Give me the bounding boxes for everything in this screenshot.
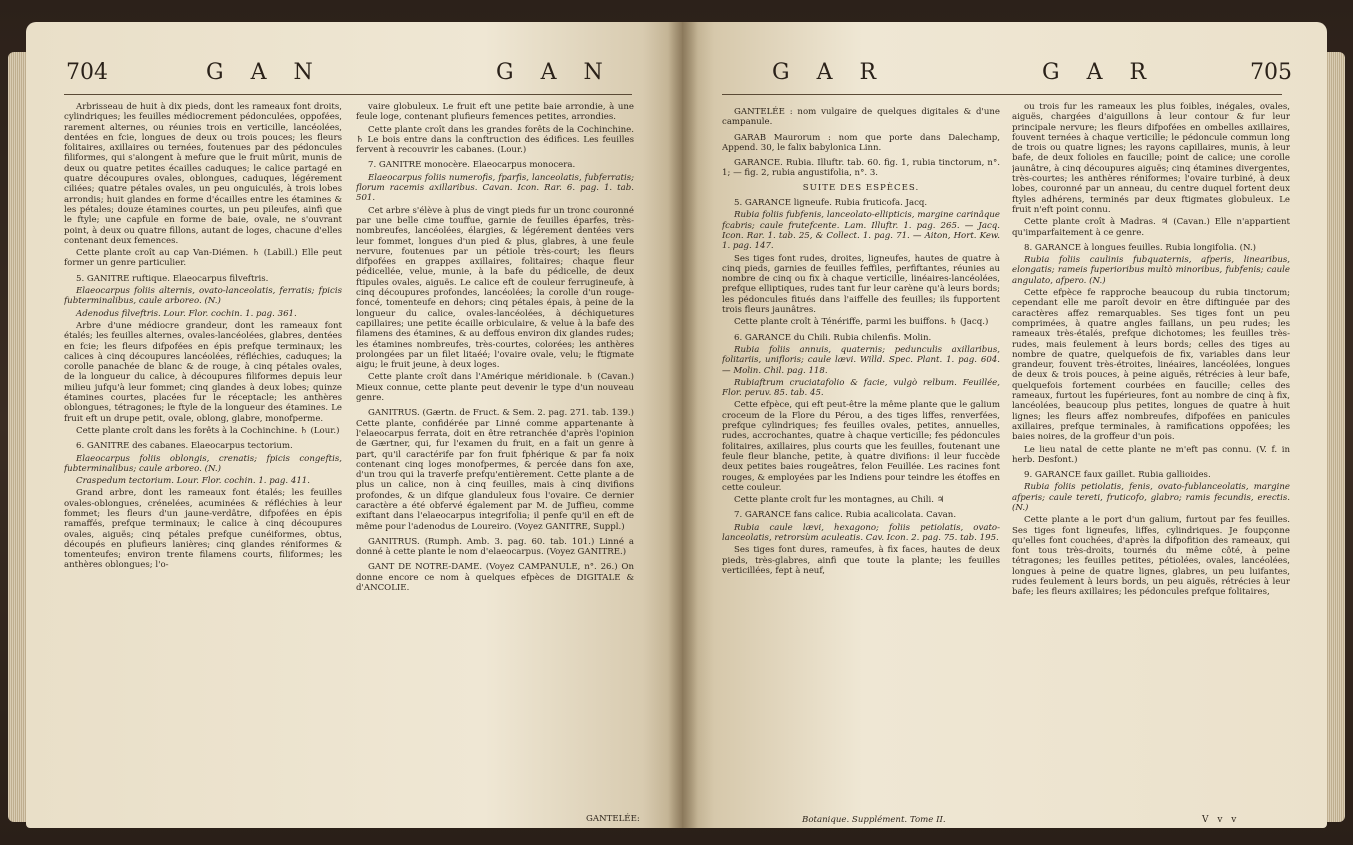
paragraph: 7. GARANCE fans calice. Rubia acalicolata. Cavan. bbox=[734, 510, 957, 521]
paragraph: vaire globuleux. Le fruit eft une petite baie arrondie, à une feule loge, contenant plufieurs femences petites, arrondies. bbox=[356, 102, 634, 123]
running-head-left-col1: G A N bbox=[206, 60, 323, 85]
header-rule-right bbox=[722, 94, 1282, 95]
paragraph: Rubia foliis annuis, quaternis; pedunculis axillaribus, folitariis, unifloris; caule lævi. Willd. Spec. Plant. 1. pag. 604. — Molin. Chil. pag. 118. bbox=[722, 344, 1000, 376]
paragraph: Cette plante croît à Ténériffe, parmi les buiffons. ♄ (Jacq.) bbox=[734, 317, 989, 328]
open-book bbox=[8, 22, 1345, 830]
paragraph: 5. GARANCE ligneufe. Rubia fruticofa. Jacq. bbox=[734, 198, 928, 209]
paragraph: Rubia foliis caulinis fubquaternis, afperis, linearibus, elongatis; rameis fuperioribus multò minoribus, fubfenis; caule angulato, afpero. (N.) bbox=[1012, 255, 1290, 286]
paragraph: 7. GANITRE monocère. Elaeocarpus monocera. bbox=[368, 160, 576, 171]
paragraph: Rubiaftrum cruciatafolio & facie, vulgò relbum. Feuillée, Flor. peruv. 85. tab. 45. bbox=[722, 377, 1000, 399]
paragraph: Ses tiges font dures, rameufes, à fix faces, hautes de deux pieds, très-glabres, ainfi que toute la plante; les feuilles verticillées, fept à neuf, bbox=[722, 545, 1000, 576]
header-rule-left bbox=[64, 94, 632, 95]
paragraph: Le lieu natal de cette plante ne m'eft pas connu. (V. f. in herb. Desfont.) bbox=[1012, 444, 1290, 465]
paragraph: GANITRUS. (Gærtn. de Fruct. & Sem. 2. pag. 271. tab. 139.) Cette plante, confidérée par Linné comme appartenante à l'elaeocarpus ferrata, doit en être retranchée d'après l'opinion de Gærtner, qui, fur l'examen du fruit, en a fait un genre à part, qu'il caractérife par fon fruit fphérique & par fa noix contenant cinq loges monofpermes, & percée dans fon axe, d'un trou qui la traverfe prefqu'entièrement. Cette plante a de plus un calice, non à cinq feuilles, mais à cinq divifions profondes, & un difque glanduleux fous l'ovaire. Ce dernier caractère a été obfervé également par M. de Juffieu, comme exiftant dans l'elaeocarpus integrifolia; il penfe qu'il en eft de même pour l'adenodus de Loureiro. (Voyez GANITRE, Suppl.) bbox=[356, 408, 634, 532]
paragraph: Rubia caule lævi, hexagono; foliis petiolatis, ovato-lanceolatis, retrorsùm aculeatis. Cav. Icon. 2. pag. 75. tab. 195. bbox=[722, 522, 1000, 543]
paragraph: 5. GANITRE ruftique. Elaeocarpus filveftris. bbox=[76, 273, 269, 284]
page-footer: Botanique. Supplément. Tome II. bbox=[802, 815, 946, 825]
paragraph: SUITE DES ESPÈCES. bbox=[802, 182, 920, 193]
left-page bbox=[26, 22, 682, 828]
paragraph: 6. GARANCE du Chili. Rubia chilenfis. Molin. bbox=[734, 332, 932, 343]
running-head-right-col2: G A R bbox=[1042, 60, 1157, 85]
paragraph: Elaeocarpus foliis alternis, ovato-lanceolatis, ferratis; fpicis fubterminalibus, caule arboreo. (N.) bbox=[64, 286, 342, 307]
paragraph: 9. GARANCE faux gaillet. Rubia gallioides. bbox=[1024, 470, 1211, 481]
paragraph: 8. GARANCE à longues feuilles. Rubia longifolia. (N.) bbox=[1024, 242, 1257, 253]
left-page-header bbox=[26, 60, 682, 90]
left-page-column-2 bbox=[356, 102, 634, 822]
running-head-left-col2: G A N bbox=[496, 60, 613, 85]
paragraph: Cette plante croît fur les montagnes, au Chili. ♃ bbox=[734, 495, 945, 506]
paragraph: GANTELÉE : nom vulgaire de quelques digitales & d'une campanule. bbox=[722, 107, 1000, 128]
book-gutter bbox=[668, 22, 698, 828]
right-page bbox=[682, 22, 1327, 828]
paragraph: Cette plante croît dans les forêts à la Cochinchine. ♄ (Lour.) bbox=[76, 425, 340, 436]
paragraph: Rubia foliis petiolatis, fenis, ovato-fublanceolatis, margine afperis; caule tereti, fruticofo, glabro; ramis fecundis, erectis. (N.) bbox=[1012, 482, 1290, 513]
paragraph: Cette plante a le port d'un galium, furtout par fes feuilles. Ses tiges font ligneufes, liffes, cylindriques. Je foupçonne qu'elles font couchées, d'après la difpofition des rameaux, qui font tous très-droits, tournés du même côté, à peine tétragones; les feuilles petites, pétiolées, ovales, lancéolées, longues à peine de quatre lignes, glabres, un peu luifantes, rudes feulement à leurs bords, un peu aiguës, rétrécies à leur bafe; les fleurs axillaires; les pédoncules prefque folitaires, bbox=[1012, 515, 1290, 598]
signature-mark: V v v bbox=[1202, 815, 1240, 825]
page-number-left: 704 bbox=[66, 60, 108, 85]
right-page-header bbox=[682, 60, 1327, 90]
paragraph: Adenodus filveftris. Lour. Flor. cochin. 1. pag. 361. bbox=[76, 308, 297, 319]
paragraph: Elaeocarpus foliis oblongis, crenatis; fpicis congeftis, fubterminalibus; caule arboreo. (N.) bbox=[64, 453, 342, 474]
paragraph: Arbrisseau de huit à dix pieds, dont les rameaux font droits, cylindriques; les feuilles médiocrement pédonculées, oppofées, rarement alternes, ou réunies trois en verticille, lancéolées, dentées en fcie, longues de deux ou trois pouces; les fleurs folitaires, axillaires ou ternées, foutenues par des pédoncules filiformes, qui s'alongent à mefure que le fruit mûrit, munis de deux ou quatre petites écailles caduques; le calice partagé en quatre découpures ovales, oblongues, caduques, légérement ciliées; quatre pétales ovales, un peu onguiculés, à trois lobes arrondis; huit glandes en forme d'écailles entre les étamines & les pétales; douze étamines courtes, un peu pileufes, ainfi que le ftyle; une capfule en forme de baie, ovale, ne s'ouvrant point, à deux ou quatre fillons, autant de loges, chacune d'elles contenant deux femences. bbox=[64, 102, 342, 246]
paragraph: GARANCE. Rubia. Illuftr. tab. 60. fig. 1, rubia tinctorum, n°. 1; — fig. 2, rubia angustifolia, n°. 3. bbox=[722, 158, 1000, 179]
right-page-column-2 bbox=[1012, 102, 1290, 822]
paragraph: Elaeocarpus foliis numerofis, fparfis, lanceolatis, fubferratis; florum racemis axillaribus. Cavan. Icon. Rar. 6. pag. 1. tab. 501. bbox=[356, 172, 634, 204]
paragraph: 6. GANITRE des cabanes. Elaeocarpus tectorium. bbox=[76, 441, 293, 452]
paragraph: ou trois fur les rameaux les plus foibles, inégales, ovales, aiguës, chargées d'aiguillons à leur contour & fur leur principale nervure; les fleurs difpofées en ombelles axillaires, fouvent ternées à chaque verticille; le pédoncule commun long de trois ou quatre lignes; les rayons capillaires, munis, à leur bafe, de deux folioles en faucille; point de calice; une corolle jaunâtre, à cinq découpures aiguës; cinq étamines divergentes, très-courtes; les anthères réniformes; l'ovaire turbiné, à deux lobes, couronné par un anneau, du centre duquel fortent deux ftyles adhérens, terminés par deux ftigmates globuleux. Le fruit n'eft point connu. bbox=[1012, 102, 1290, 215]
left-page-column-1 bbox=[64, 102, 342, 822]
paragraph: GANITRUS. (Rumph. Amb. 3. pag. 60. tab. 101.) Linné a donné à cette plante le nom d'elaeocarpus. (Voyez GANITRE.) bbox=[356, 536, 634, 558]
paragraph: Grand arbre, dont les rameaux font étalés; les feuilles ovales-oblongues, crénelées, acuminées & réfléchies à leur fommet; les fleurs d'un jaune-verdâtre, difpofées en épis ramaffés, prefque terminaux; le calice à cinq découpures ovales, aiguës; cinq pétales prefque cunéiformes, obtus, découpés en plufieurs lanières; cinq glandes réniformes & tomenteufes; environ trente filamens courts, filiformes; les anthères oblongues; l'o- bbox=[64, 488, 342, 571]
paragraph: Cette efpèce, qui eft peut-être la même plante que le galium croceum de la Flore du Pérou, a des tiges liffes, renverfées, prefque cylindriques; fes feuilles ovales, petites, annuelles, rudes, accrochantes, quatre à chaque verticille; fes pédoncules folitaires, axillaires, plus courts que les feuilles, foutenant une feule fleur blanche, petite, à quatre divifions: il leur fuccède deux petites baies rougeâtres, felon Feuillée. Les racines font rouges, & employées par les Indiens pour teindre les étoffes en cette couleur. bbox=[722, 400, 1000, 493]
paragraph: Cette plante croît au cap Van-Diémen. ♄ (Labill.) Elle peut former un genre particulier. bbox=[64, 248, 342, 269]
page-number-right: 705 bbox=[1250, 60, 1292, 85]
paragraph: GARAB Maurorum : nom que porte dans Dalechamp, Append. 30, le falix babylonica Linn. bbox=[722, 132, 1000, 153]
paragraph: GANT DE NOTRE-DAME. (Voyez CAMPANULE, n°. 26.) On donne encore ce nom à quelques efpèces de DIGITALE & d'ANCOLIE. bbox=[356, 562, 634, 594]
paragraph: Cette plante croît dans l'Amérique méridionale. ♄ (Cavan.) Mieux connue, cette plante peut devenir le type d'un nouveau genre. bbox=[356, 372, 634, 404]
paragraph: Craspedum tectorium. Lour. Flor. cochin. 1. pag. 411. bbox=[76, 476, 310, 487]
paragraph: Ses tiges font rudes, droites, ligneufes, hautes de quatre à cinq pieds, garnies de feuilles feffiles, perfiftantes, réunies au nombre de cinq ou fix à chaque verticille, linéaires-lancéolées, prefque elliptiques, rudes tant fur leur carène qu'à leurs bords; les pédoncules fitués dans l'aiffelle des feuilles; ils fupportent trois fleurs jaunâtres. bbox=[722, 253, 1000, 316]
paragraph: Cette plante croît à Madras. ♃ (Cavan.) Elle n'appartient qu'imparfaitement à ce genre. bbox=[1012, 217, 1290, 238]
running-head-right-col1: G A R bbox=[772, 60, 887, 85]
catchword: GANTELÉE: bbox=[586, 814, 640, 824]
paragraph: Cet arbre s'élève à plus de vingt pieds fur un tronc couronné par une belle cime touffue, garnie de feuilles éparfes, très-nombreufes, lancéolées, élargies, & légérement dentées vers leur fommet, longues d'un pied & plus, glabres, à une feule nervure, foutenues par un pétiole très-court; les fleurs difpofées en grappes axillaires, folitaires; chaque fleur pédicellée, velue, munie, à la bafe du pédicelle, de deux ftipules ovales, aiguës. Le calice eft de couleur ferrugineufe, à cinq découpures profondes, lancéolées; la corolle d'un rouge-foncé, tomenteufe en dehors; cinq pétales épais, à peine de la longueur du calice, ovales-lancéolées, à déchiquetures capillaires; une petite écaille orbiculaire, & velue à la bafe des filamens des étamines, & au deffous environ dix glandes rudes; les étamines nombreufes, très-courtes, colorées; les anthères prolongées par un filet litaéé; l'ovaire ovale, velu; le ftigmate aigu; le fruit jeune, à deux loges. bbox=[356, 205, 634, 371]
paragraph: Rubia foliis fubfenis, lanceolato-ellipticis, margine carinâque fcabris; caule frutefcente. Lam. Illuftr. 1. pag. 265. — Jacq. Icon. Rar. 1. tab. 25, & Collect. 1. pag. 71. — Aiton, Hort. Kew. 1. pag. 147. bbox=[722, 210, 1000, 252]
right-page-column-1 bbox=[722, 102, 1000, 822]
paragraph: Arbre d'une médiocre grandeur, dont les rameaux font étalés; les feuilles alternes, ovales-lancéolées, glabres, dentées en fcie; les fleurs difpofées en épis prefque terminaux; les calices à cinq découpures lancéolées, réfléchies, caduques; la corolle panachée de blanc & de rouge, à cinq pétales ovales, de la longueur du calice, à découpures filiformes depuis leur milieu jufqu'à leur fommet; cinq glandes à deux lobes; quinze étamines courtes, placées fur le réceptacle; les anthères oblongues, tétragones; le ftyle de la longueur des étamines. Le fruit eft un drupe petit, ovale, oblong, glabre, monofperme. bbox=[64, 320, 342, 424]
paragraph: Cette plante croît dans les grandes forêts de la Cochinchine. ♄ Le bois entre dans la conftruction des édifices. Les feuilles fervent à recouvrir les cabanes. (Lour.) bbox=[356, 124, 634, 156]
paragraph: Cette efpèce fe rapproche beaucoup du rubia tinctorum; cependant elle me paroît devoir en être diftinguée par des caractères affez remarquables. Ses tiges font un peu comprimées, à quatre angles faillans, un peu rudes; les rameaux très-étalés, prefque dichotomes; les feuilles très-rudes, mais feulement à leurs bords; celles des tiges au nombre de quatre, quelquefois de fix, variables dans leur grandeur, fouvent très-étroites, linéaires, lancéolées, longues de deux & trois pouces, à peine aiguës, rétrécies à leur bafe, quelquefois fortement courbées en faucille; celles des rameaux, furtout les fupérieures, font au nombre de cinq à fix, lancéolées, beaucoup plus petites, longues de quatre à huit lignes; les fleurs affez nombreufes, difpofées en panicules axillaires, prefque terminales, à ramifications oppofées; les baies noires, de la groffeur d'un pois. bbox=[1012, 288, 1290, 443]
